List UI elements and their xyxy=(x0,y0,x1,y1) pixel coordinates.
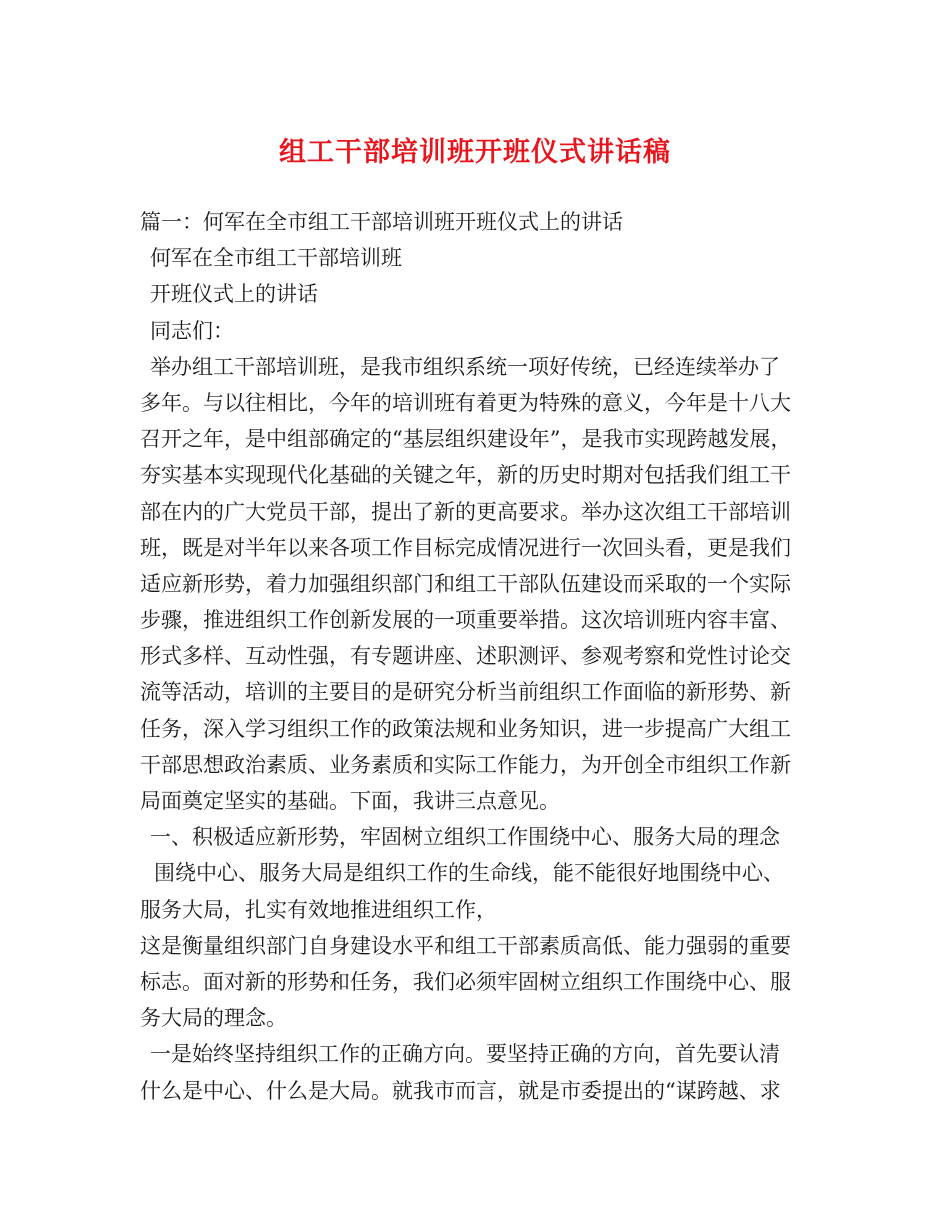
text-line: 局面奠定坚实的基础。下面，我讲三点意见。 xyxy=(140,789,560,813)
text-line: 一是始终坚持组织工作的正确方向。要坚持正确的方向，首先要认清 xyxy=(150,1042,780,1067)
text-line: 适应新形势，着力加强组织部门和组工干部队伍建设而采取的一个实际 xyxy=(140,571,791,596)
text-line: 这是衡量组织部门自身建设水平和组工干部素质高低、能力强弱的重要 xyxy=(140,933,791,958)
text-line: 举办组工干部培训班，是我市组织系统一项好传统，已经连续举办了 xyxy=(150,354,780,379)
text-line: 标志。面对新的形势和任务，我们必须牢固树立组织工作围绕中心、服 xyxy=(140,969,791,994)
text-line: 形式多样、互动性强，有专题讲座、述职测评、参观考察和党性讨论交 xyxy=(140,644,791,669)
text-line: 班，既是对半年以来各项工作目标完成情况进行一次回头看，更是我们 xyxy=(140,535,791,560)
text-line: 夯实基本实现现代化基础的关键之年，新的历史时期对包括我们组工干 xyxy=(140,463,791,488)
text-line: 服务大局，扎实有效地推进组织工作， xyxy=(140,897,497,922)
section-heading: 一、积极适应新形势，牢固树立组织工作围绕中心、服务大局的理念 xyxy=(150,825,780,850)
text-line: 何军在全市组工干部培训班 xyxy=(150,246,402,271)
text-line: 步骤，推进组织工作创新发展的一项重要举措。这次培训班内容丰富、 xyxy=(140,608,791,633)
document-body xyxy=(140,204,820,1109)
text-line: 干部思想政治素质、业务素质和实际工作能力，为开创全市组织工作新 xyxy=(140,752,791,777)
text-line: 召开之年，是中组部确定的“基层组织建设年”，是我市实现跨越发展， xyxy=(140,427,792,452)
text-line: 务大局的理念。 xyxy=(140,1006,287,1031)
text-line: 流等活动，培训的主要目的是研究分析当前组织工作面临的新形势、新 xyxy=(140,680,791,705)
text-line: 任务，深入学习组织工作的政策法规和业务知识，进一步提高广大组工 xyxy=(140,716,791,741)
text-line: 部在内的广大党员干部，提出了新的更高要求。举办这次组工干部培训 xyxy=(140,499,791,524)
text-line: 多年。与以往相比，今年的培训班有着更为特殊的意义，今年是十八大 xyxy=(140,390,791,415)
text-line: 围绕中心、服务大局是组织工作的生命线，能不能很好地围绕中心、 xyxy=(154,861,784,886)
text-line: 同志们： xyxy=(150,318,234,343)
document-title: 组工干部培训班开班仪式讲话稿 xyxy=(279,137,671,168)
text-line: 开班仪式上的讲话 xyxy=(150,282,318,307)
text-line: 篇一：何军在全市组工干部培训班开班仪式上的讲话 xyxy=(140,210,623,234)
text-line: 什么是中心、什么是大局。就我市而言，就是市委提出的“谋跨越、求 xyxy=(140,1078,781,1103)
